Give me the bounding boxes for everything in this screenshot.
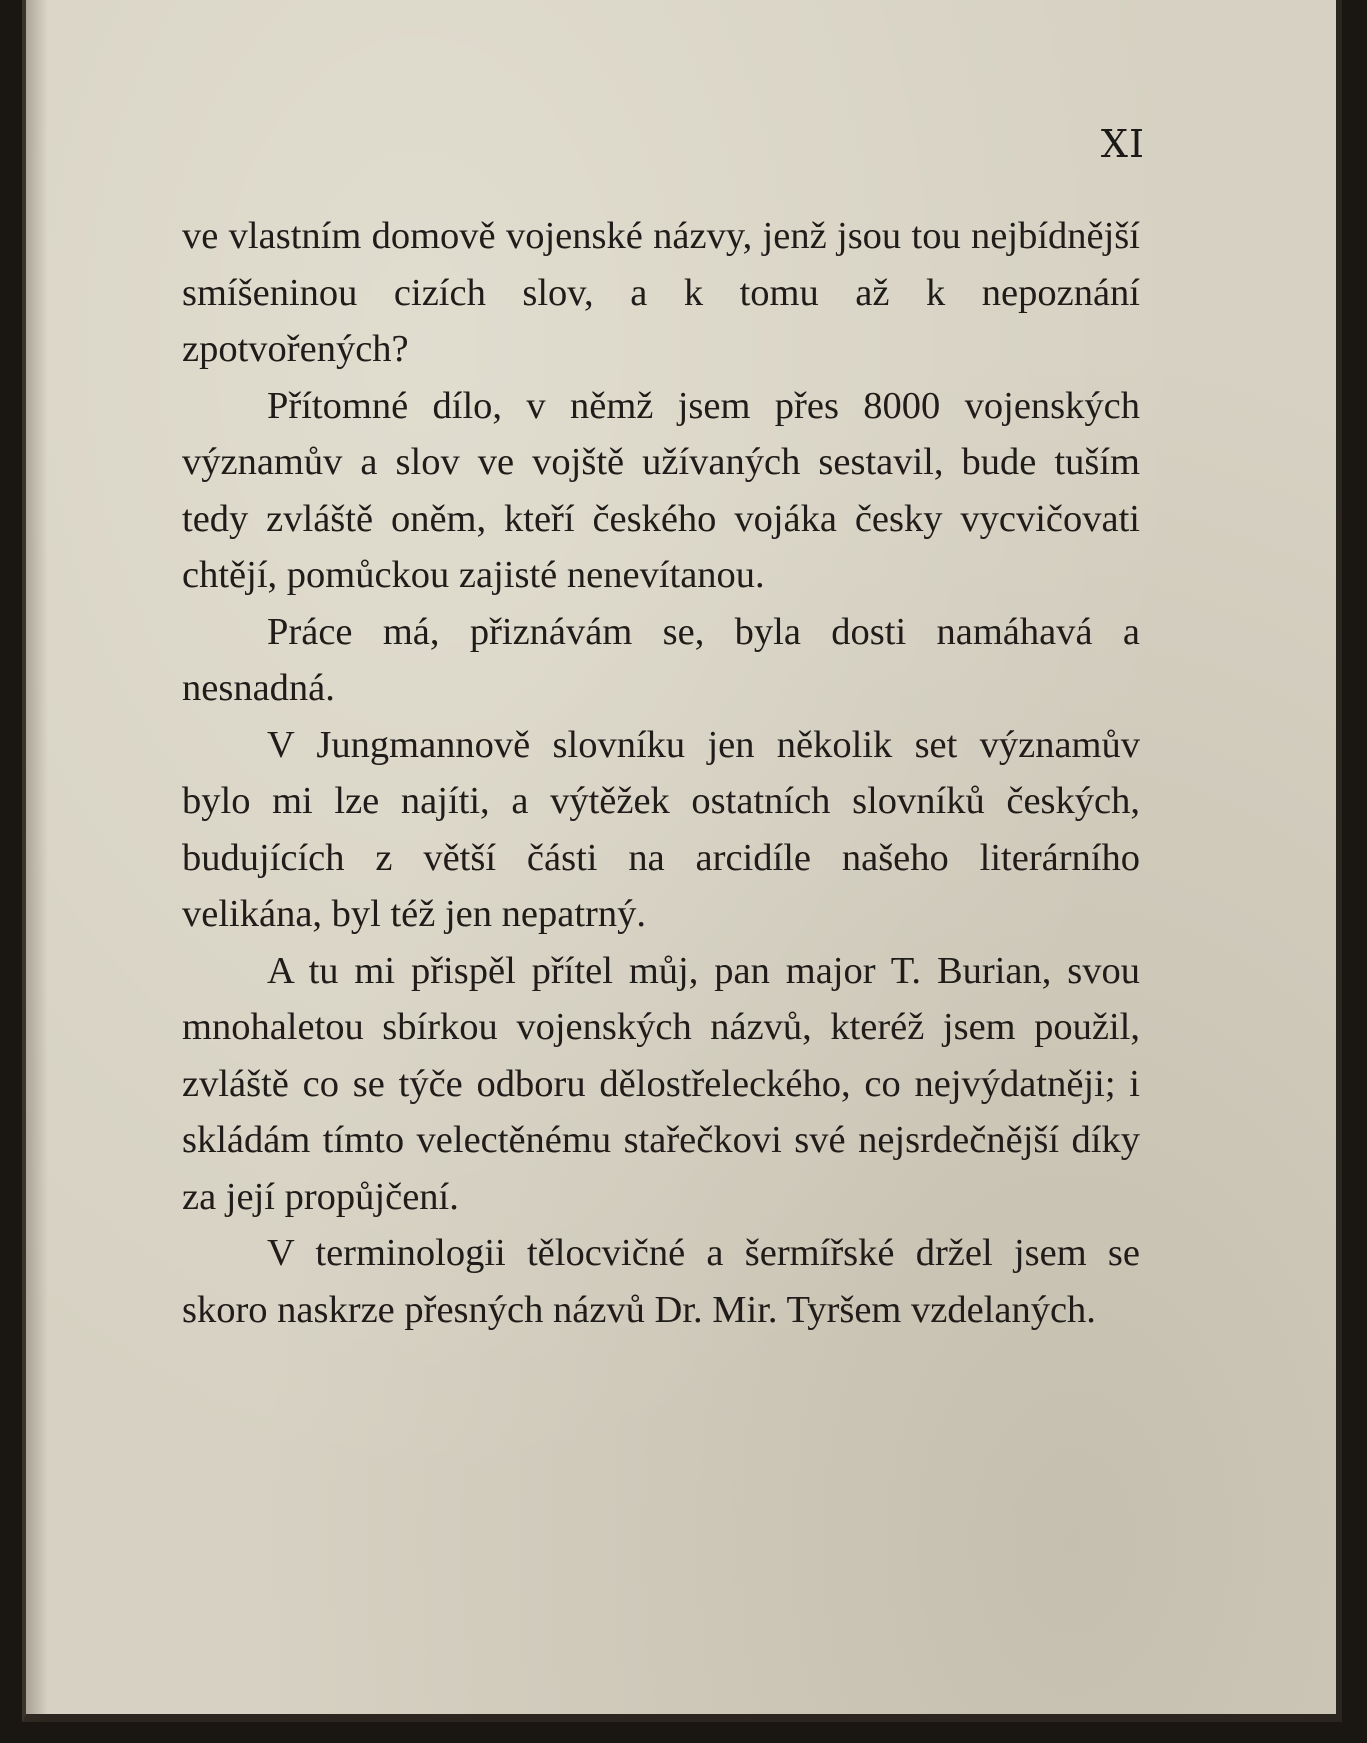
paragraph-5: A tu mi přispěl přítel můj, pan major T. Burian, svou mnohaletou sbírkou vojenských názvů, kteréž jsem použil, zvláště co se týče odboru dělostřeleckého, co nejvýdatněji; i skládám tímto velectěnému stařečkovi své nejsrdečnější díky za její propůjčení. — [182, 949, 1140, 1218]
paragraph-4: V Jungmannově slovníku jen několik set významův bylo mi lze najíti, a výtěžek ostatních slovníků českých, budujících z větší části na arcidíle našeho literárního velikána, byl též jen nepatrný. — [182, 723, 1140, 935]
paragraph-1: ve vlastním domově vojenské názvy, jenž jsou tou nejbídnější smíšeninou cizích slov, a k tomu až k nepoznání zpotvořených? — [182, 215, 1140, 370]
binding-shadow — [22, 0, 48, 1722]
paragraph-2: Přítomné dílo, v němž jsem přes 8000 vojenských významův a slov ve vojště užívaných sestavil, bude tuším tedy zvláště oněm, kteří českého vojáka česky vycvičovati chtějí, pomůckou zajisté nenevítanou. — [182, 384, 1140, 596]
paragraph-3: Práce má, přiznávám se, byla dosti namáhavá a nesnadná. — [182, 610, 1140, 709]
paragraph-6: V terminologii tělocvičné a šermířské držel jsem se skoro naskrze přesných názvů Dr. Mir. Tyršem vzdelaných. — [182, 1232, 1140, 1331]
page-number: XI — [1100, 122, 1145, 166]
body-text — [182, 208, 1140, 1338]
